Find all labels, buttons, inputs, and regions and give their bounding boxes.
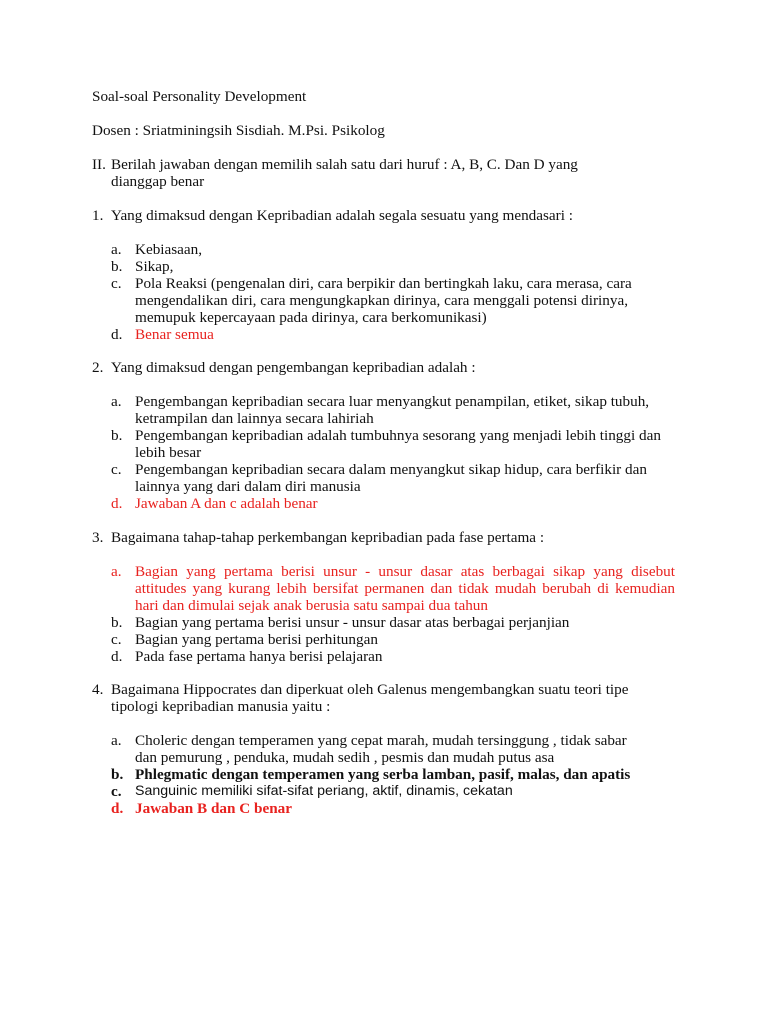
instruction-line-2: dianggap benar (111, 173, 205, 190)
q4-option-c-marker: c. (111, 783, 122, 800)
instruction-marker: II. (92, 156, 106, 173)
q3-option-a-line-1: Bagian yang pertama berisi unsur - unsur dasar atas berbagai sikap yang disebut (135, 563, 675, 580)
lecturer-line: Dosen : Sriatminingsih Sisdiah. M.Psi. Psikolog (92, 122, 385, 139)
q4-option-d-answer: Jawaban B dan C benar (135, 800, 292, 817)
question-4-number: 4. (92, 681, 104, 698)
q1-option-a-marker: a. (111, 241, 122, 258)
q3-option-d-text: Pada fase pertama hanya berisi pelajaran (135, 648, 383, 665)
q2-option-c-line-2: lainnya yang dari dalam diri manusia (135, 478, 361, 495)
q2-option-b-line-2: lebih besar (135, 444, 202, 461)
q3-option-c-marker: c. (111, 631, 122, 648)
question-2-number: 2. (92, 359, 104, 376)
q1-option-b-marker: b. (111, 258, 123, 275)
q2-option-c-line-1: Pengembangan kepribadian secara dalam menyangkut sikap hidup, cara berfikir dan (135, 461, 647, 478)
q2-option-a-line-1: Pengembangan kepribadian secara luar menyangkut penampilan, etiket, sikap tubuh, (135, 393, 650, 410)
question-4-line-2: tipologi kepribadian manusia yaitu : (111, 698, 331, 715)
q4-option-a-line-1: Choleric dengan temperamen yang cepat marah, mudah tersinggung , tidak sabar (135, 732, 627, 749)
q3-option-a-marker: a. (111, 563, 122, 580)
q2-option-c-marker: c. (111, 461, 122, 478)
q3-option-a-line-2: attitudes yang kurang lebih bersifat permanen dan tidak mudah berubah di kemudian (135, 580, 675, 597)
q1-option-c-line-2: mengendalikan diri, cara mengungkapkan dirinya, cara menggali potensi dirinya, (135, 292, 629, 309)
q1-option-d-answer: Benar semua (135, 326, 214, 343)
question-2-text: Yang dimaksud dengan pengembangan kepribadian adalah : (111, 359, 476, 376)
question-3-text: Bagaimana tahap-tahap perkembangan kepribadian pada fase pertama : (111, 529, 545, 546)
q4-option-c-text: Sanguinic memiliki sifat-sifat periang, aktif, dinamis, cekatan (135, 783, 513, 799)
q2-option-d-marker: d. (111, 495, 123, 512)
instruction-line-1: Berilah jawaban dengan memilih salah satu dari huruf : A, B, C. Dan D yang (111, 156, 578, 173)
document-title: Soal-soal Personality Development (92, 88, 307, 105)
q2-option-a-marker: a. (111, 393, 122, 410)
q4-option-b-text: Phlegmatic dengan temperamen yang serba lamban, pasif, malas, dan apatis (135, 766, 631, 783)
q1-option-c-marker: c. (111, 275, 122, 292)
q1-option-d-marker: d. (111, 326, 123, 343)
q2-option-b-line-1: Pengembangan kepribadian adalah tumbuhnya sesorang yang menjadi lebih tinggi dan (135, 427, 661, 444)
q3-option-d-marker: d. (111, 648, 123, 665)
q4-option-b-marker: b. (111, 766, 124, 783)
question-1-number: 1. (92, 207, 104, 224)
q3-option-c-text: Bagian yang pertama berisi perhitungan (135, 631, 378, 648)
q4-option-a-line-2: dan pemurung , penduka, mudah sedih , pesmis dan mudah putus asa (135, 749, 555, 766)
q1-option-a-text: Kebiasaan, (135, 241, 203, 258)
question-1-text: Yang dimaksud dengan Kepribadian adalah segala sesuatu yang mendasari : (111, 207, 573, 224)
q3-option-b-text: Bagian yang pertama berisi unsur - unsur dasar atas berbagai perjanjian (135, 614, 570, 631)
q1-option-b-text: Sikap, (135, 258, 174, 275)
question-3-number: 3. (92, 529, 104, 546)
question-4-line-1: Bagaimana Hippocrates dan diperkuat oleh Galenus mengembangkan suatu teori tipe (111, 681, 629, 698)
q4-option-a-marker: a. (111, 732, 122, 749)
q2-option-b-marker: b. (111, 427, 123, 444)
q2-option-d-answer: Jawaban A dan c adalah benar (135, 495, 318, 512)
q1-option-c-line-3: memupuk kepercayaan pada dirinya, cara berkomunikasi) (135, 309, 487, 326)
q3-option-a-line-3: hari dan dimulai sejak anak berusia satu sampai dua tahun (135, 597, 488, 614)
q3-option-b-marker: b. (111, 614, 123, 631)
q2-option-a-line-2: ketrampilan dan lainnya secara lahiriah (135, 410, 374, 427)
q4-option-d-marker: d. (111, 800, 124, 817)
q1-option-c-line-1: Pola Reaksi (pengenalan diri, cara berpikir dan bertingkah laku, cara merasa, cara (135, 275, 632, 292)
